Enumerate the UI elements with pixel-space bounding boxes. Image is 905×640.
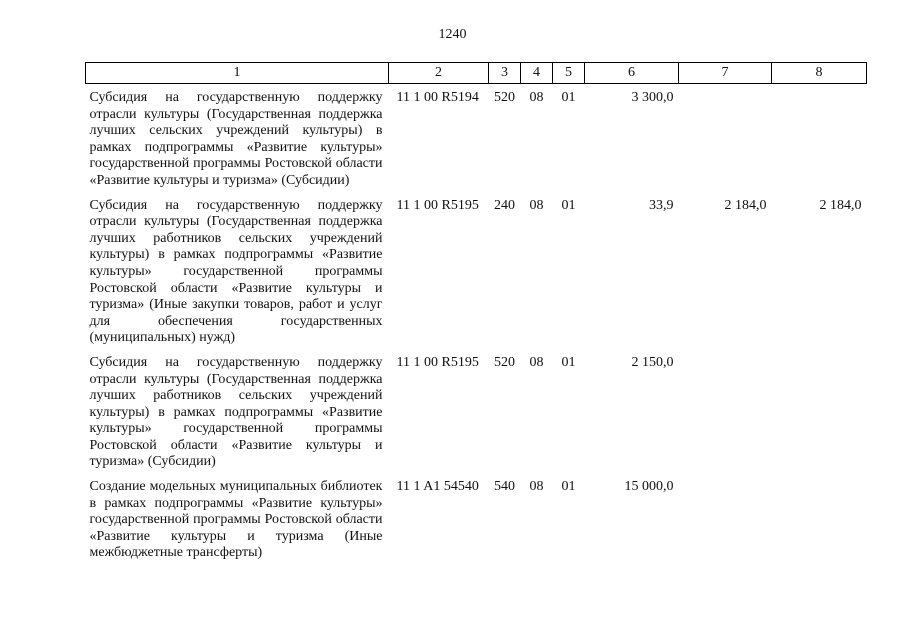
row-code: 11 1 A1 54540 [396,479,479,495]
header-cell: 8 [772,63,867,84]
row-vr: 240 [494,197,515,213]
table-row [86,349,867,473]
header-cell: 2 [389,63,489,84]
table-row [86,84,867,192]
budget-table [85,62,867,564]
row-code: 11 1 00 R5195 [396,197,479,213]
header-cell: 6 [585,63,679,84]
row-value-6: 33,9 [649,197,674,213]
header-cell: 1 [86,63,389,84]
row-name: Создание модельных муниципальных библиотек в рамках подпрограммы «Развитие культуры» государственной программы Ростовской области «Развитие культуры и туризма (Иные межбюджетные трансферты) [89,479,383,561]
row-value-8 [772,84,867,192]
header-cell: 4 [521,63,553,84]
row-code: 11 1 00 R5195 [396,354,479,370]
row-pr: 01 [561,197,576,213]
header-cell: 5 [553,63,585,84]
row-vr: 540 [494,479,515,495]
row-value-6: 3 300,0 [631,90,674,105]
row-value-7 [679,84,772,192]
row-code: 11 1 00 R5194 [396,90,479,105]
page-number: 1240 [438,27,467,42]
row-pr: 01 [561,479,576,495]
row-pr: 01 [561,354,576,370]
table-row [86,192,867,349]
header-cell: 3 [489,63,521,84]
row-name: Субсидия на государственную поддержку отрасли культуры (Государственная поддержка лучших работников сельских учреждений культуры) в рамках подпрограммы «Развитие культуры» государственной программы Ростовской области «Развитие культуры и туризма» (Иные закупки товаров, работ и услуг для обеспечения государственных (муниципальных) нужд) [89,197,383,346]
table-row [86,473,867,564]
row-name: Субсидия на государственную поддержку отрасли культуры (Государственная поддержка лучших работников сельских учреждений культуры) в рамках подпрограммы «Развитие культуры» государственной программы Ростовской области «Развитие культуры и туризма» (Субсидии) [89,354,383,470]
row-value-7: 2 184,0 [724,197,767,213]
row-value-7 [679,349,772,473]
row-value-8 [772,473,867,564]
row-rz: 08 [529,479,544,495]
row-rz: 08 [529,354,544,370]
row-rz: 08 [529,197,544,213]
row-value-8: 2 184,0 [819,197,862,213]
row-name: Субсидия на государственную поддержку отрасли культуры (Государственная поддержка лучших сельских учреждений культуры) в рамках подпрограммы «Развитие культуры» государственной программы Ростовской области «Развитие культуры и туризма» (Субсидии) [89,90,383,188]
row-value-6: 15 000,0 [624,479,674,495]
row-value-6: 2 150,0 [631,354,674,370]
row-value-7 [679,473,772,564]
header-row [86,63,867,84]
row-rz: 08 [529,90,544,105]
header-cell: 7 [679,63,772,84]
row-value-8 [772,349,867,473]
row-vr: 520 [494,354,515,370]
row-pr: 01 [561,90,576,105]
row-vr: 520 [494,90,515,105]
